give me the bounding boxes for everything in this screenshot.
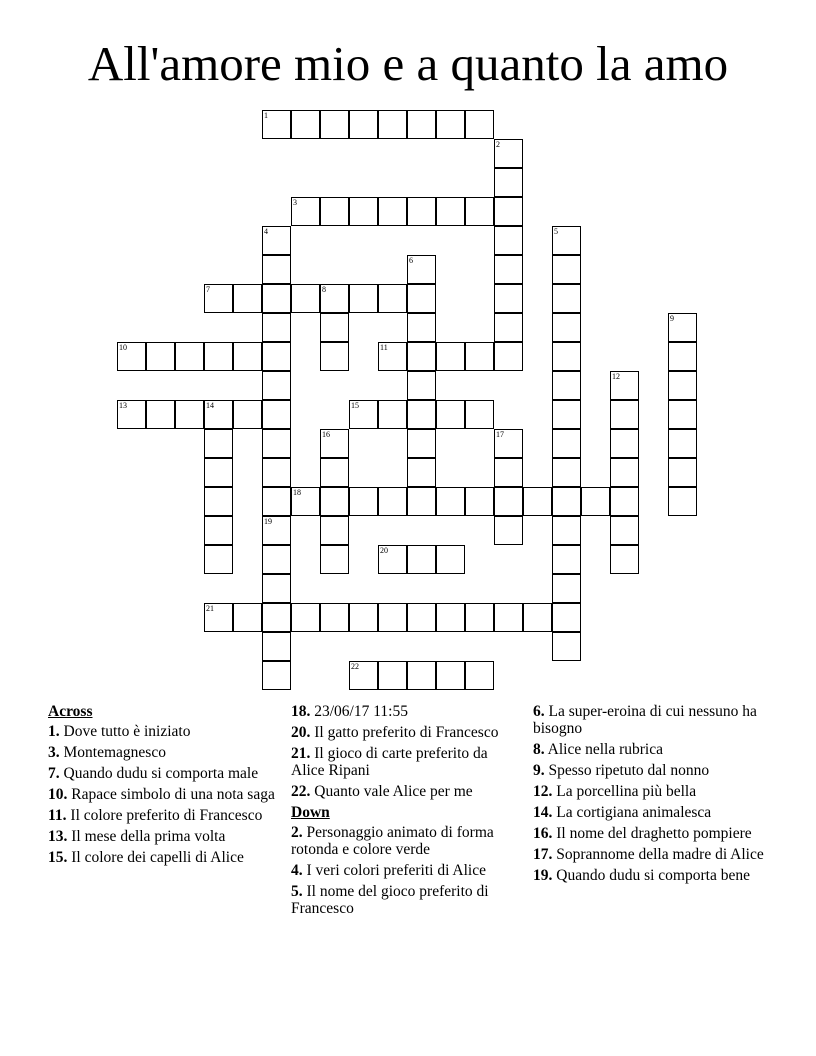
grid-cell[interactable] (291, 487, 320, 516)
clue-number: 1 (264, 111, 268, 120)
grid-cell[interactable] (204, 284, 233, 313)
grid-cell[interactable] (146, 342, 175, 371)
grid-cell[interactable] (668, 400, 697, 429)
grid-cell[interactable] (668, 313, 697, 342)
grid-cell[interactable] (262, 632, 291, 661)
clue-number: 17 (496, 430, 504, 439)
clue-down-19: 19. Quando dudu si comporta bene (533, 867, 750, 884)
clue-number: 13 (119, 401, 127, 410)
clue-number: 9 (670, 314, 674, 323)
grid-cell[interactable] (378, 342, 407, 371)
clue-down-8: 8. Alice nella rubrica (533, 741, 663, 758)
grid-cell[interactable] (407, 313, 436, 342)
grid-cell[interactable] (262, 487, 291, 516)
grid-cell[interactable] (262, 226, 291, 255)
grid-cell[interactable] (407, 429, 436, 458)
clue-down-6: 6. La super-eroina di cui nessuno ha bisogno (533, 703, 757, 737)
grid-cell[interactable] (349, 284, 378, 313)
grid-cell[interactable] (552, 603, 581, 632)
clue-number: 8 (322, 285, 326, 294)
grid-cell[interactable] (262, 284, 291, 313)
grid-cell[interactable] (320, 458, 349, 487)
grid-cell[interactable] (378, 545, 407, 574)
grid-cell[interactable] (320, 545, 349, 574)
clue-across-11: 11. Il colore preferito di Francesco (48, 807, 263, 824)
clue-across-1: 1. Dove tutto è iniziato (48, 723, 191, 740)
grid-cell[interactable] (668, 342, 697, 371)
clues-column-3 (533, 703, 773, 888)
grid-cell[interactable] (262, 110, 291, 139)
clue-number: 20 (380, 546, 388, 555)
grid-cell[interactable] (494, 139, 523, 168)
grid-cell[interactable] (552, 400, 581, 429)
grid-cell[interactable] (610, 545, 639, 574)
clues-column-2 (291, 703, 523, 921)
grid-cell[interactable] (407, 458, 436, 487)
grid-cell[interactable] (552, 458, 581, 487)
grid-cell[interactable] (349, 110, 378, 139)
grid-cell[interactable] (407, 197, 436, 226)
grid-cell[interactable] (378, 110, 407, 139)
grid-cell[interactable] (349, 487, 378, 516)
clue-number: 2 (496, 140, 500, 149)
grid-cell[interactable] (204, 487, 233, 516)
grid-cell[interactable] (494, 313, 523, 342)
grid-cell[interactable] (262, 400, 291, 429)
clue-number: 22 (351, 662, 359, 671)
grid-cell[interactable] (320, 603, 349, 632)
grid-cell[interactable] (552, 545, 581, 574)
clue-across-10: 10. Rapace simbolo di una nota saga (48, 786, 275, 803)
grid-cell[interactable] (494, 255, 523, 284)
grid-cell[interactable] (262, 371, 291, 400)
grid-cell[interactable] (552, 226, 581, 255)
clue-number: 4 (264, 227, 268, 236)
clue-number: 7 (206, 285, 210, 294)
clue-number: 14 (206, 401, 214, 410)
grid-cell[interactable] (465, 197, 494, 226)
grid-cell[interactable] (262, 574, 291, 603)
grid-cell[interactable] (407, 284, 436, 313)
grid-cell[interactable] (407, 603, 436, 632)
clue-number: 21 (206, 604, 214, 613)
grid-cell[interactable] (320, 487, 349, 516)
grid-cell[interactable] (349, 197, 378, 226)
clue-across-21: 21. Il gioco di carte preferito da Alice Ripani (291, 745, 488, 779)
clue-number: 10 (119, 343, 127, 352)
clue-number: 3 (293, 198, 297, 207)
grid-cell[interactable] (233, 400, 262, 429)
grid-cell[interactable] (552, 371, 581, 400)
clue-across-18: 18. 23/06/17 11:55 (291, 703, 408, 720)
grid-cell[interactable] (552, 313, 581, 342)
grid-cell[interactable] (436, 661, 465, 690)
grid-cell[interactable] (175, 342, 204, 371)
grid-cell[interactable] (262, 458, 291, 487)
grid-cell[interactable] (494, 603, 523, 632)
grid-cell[interactable] (378, 284, 407, 313)
grid-cell[interactable] (204, 458, 233, 487)
grid-cell[interactable] (465, 342, 494, 371)
grid-cell[interactable] (494, 429, 523, 458)
grid-cell[interactable] (552, 574, 581, 603)
grid-cell[interactable] (291, 110, 320, 139)
grid-cell[interactable] (436, 110, 465, 139)
grid-cell[interactable] (552, 632, 581, 661)
grid-cell[interactable] (436, 342, 465, 371)
grid-cell[interactable] (320, 197, 349, 226)
clue-down-12: 12. La porcellina più bella (533, 783, 697, 800)
grid-cell[interactable] (233, 603, 262, 632)
grid-cell[interactable] (436, 400, 465, 429)
grid-cell[interactable] (552, 516, 581, 545)
grid-cell[interactable] (465, 400, 494, 429)
grid-cell[interactable] (494, 516, 523, 545)
clue-down-5: 5. Il nome del gioco preferito di Francesco (291, 883, 489, 917)
grid-cell[interactable] (378, 487, 407, 516)
grid-cell[interactable] (552, 487, 581, 516)
grid-cell[interactable] (407, 661, 436, 690)
grid-cell[interactable] (610, 487, 639, 516)
grid-cell[interactable] (668, 429, 697, 458)
grid-cell[interactable] (204, 545, 233, 574)
grid-cell[interactable] (204, 603, 233, 632)
grid-cell[interactable] (581, 487, 610, 516)
grid-cell[interactable] (262, 342, 291, 371)
grid-cell[interactable] (668, 487, 697, 516)
grid-cell[interactable] (378, 197, 407, 226)
clue-down-14: 14. La cortigiana animalesca (533, 804, 712, 821)
grid-cell[interactable] (378, 603, 407, 632)
grid-cell[interactable] (320, 110, 349, 139)
grid-cell[interactable] (204, 429, 233, 458)
grid-cell[interactable] (407, 255, 436, 284)
clue-down-4: 4. I veri colori preferiti di Alice (291, 862, 486, 879)
grid-cell[interactable] (407, 342, 436, 371)
clue-across-3: 3. Montemagnesco (48, 744, 166, 761)
clue-number: 16 (322, 430, 330, 439)
clue-number: 19 (264, 517, 272, 526)
grid-cell[interactable] (320, 342, 349, 371)
grid-cell[interactable] (436, 603, 465, 632)
grid-cell[interactable] (552, 429, 581, 458)
clue-number: 11 (380, 343, 388, 352)
grid-cell[interactable] (262, 313, 291, 342)
grid-cell[interactable] (465, 110, 494, 139)
clue-across-13: 13. Il mese della prima volta (48, 828, 226, 845)
grid-cell[interactable] (668, 458, 697, 487)
grid-cell[interactable] (465, 487, 494, 516)
grid-cell[interactable] (117, 400, 146, 429)
clue-across-7: 7. Quando dudu si comporta male (48, 765, 259, 782)
grid-cell[interactable] (204, 400, 233, 429)
grid-cell[interactable] (494, 168, 523, 197)
grid-cell[interactable] (349, 661, 378, 690)
grid-cell[interactable] (552, 255, 581, 284)
grid-cell[interactable] (407, 545, 436, 574)
grid-cell[interactable] (494, 284, 523, 313)
grid-cell[interactable] (407, 487, 436, 516)
grid-cell[interactable] (494, 226, 523, 255)
grid-cell[interactable] (494, 197, 523, 226)
grid-cell[interactable] (146, 400, 175, 429)
grid-cell[interactable] (436, 545, 465, 574)
grid-cell[interactable] (523, 487, 552, 516)
clues-column-1 (48, 703, 280, 870)
grid-cell[interactable] (262, 255, 291, 284)
down-heading: Down (291, 804, 330, 821)
clue-across-22: 22. Quanto vale Alice per me (291, 783, 473, 800)
grid-cell[interactable] (378, 400, 407, 429)
grid-cell[interactable] (494, 487, 523, 516)
grid-cell[interactable] (320, 429, 349, 458)
grid-cell[interactable] (233, 342, 262, 371)
grid-cell[interactable] (668, 371, 697, 400)
grid-cell[interactable] (349, 400, 378, 429)
grid-cell[interactable] (204, 342, 233, 371)
grid-cell[interactable] (494, 342, 523, 371)
grid-cell[interactable] (349, 603, 378, 632)
grid-cell[interactable] (320, 516, 349, 545)
grid-cell[interactable] (233, 284, 262, 313)
grid-cell[interactable] (320, 284, 349, 313)
clue-number: 12 (612, 372, 620, 381)
grid-cell[interactable] (610, 371, 639, 400)
grid-cell[interactable] (262, 516, 291, 545)
across-heading: Across (48, 703, 93, 720)
grid-cell[interactable] (407, 400, 436, 429)
grid-cell[interactable] (291, 603, 320, 632)
clue-number: 5 (554, 227, 558, 236)
grid-cell[interactable] (407, 371, 436, 400)
grid-cell[interactable] (291, 197, 320, 226)
grid-cell[interactable] (610, 516, 639, 545)
grid-cell[interactable] (407, 110, 436, 139)
clue-number: 18 (293, 488, 301, 497)
grid-cell[interactable] (262, 603, 291, 632)
clue-down-16: 16. Il nome del draghetto pompiere (533, 825, 752, 842)
grid-cell[interactable] (262, 545, 291, 574)
grid-cell[interactable] (465, 661, 494, 690)
clue-number: 6 (409, 256, 413, 265)
grid-cell[interactable] (117, 342, 146, 371)
grid-cell[interactable] (262, 429, 291, 458)
grid-cell[interactable] (320, 313, 349, 342)
grid-cell[interactable] (291, 284, 320, 313)
clue-number: 15 (351, 401, 359, 410)
grid-cell[interactable] (552, 342, 581, 371)
puzzle-title: All'amore mio e a quanto la amo (87, 36, 729, 91)
grid-cell[interactable] (610, 400, 639, 429)
grid-cell[interactable] (436, 197, 465, 226)
grid-cell[interactable] (378, 661, 407, 690)
grid-cell[interactable] (523, 603, 552, 632)
grid-cell[interactable] (204, 516, 233, 545)
grid-cell[interactable] (436, 487, 465, 516)
grid-cell[interactable] (610, 429, 639, 458)
clue-across-20: 20. Il gatto preferito di Francesco (291, 724, 499, 741)
clue-down-9: 9. Spesso ripetuto dal nonno (533, 762, 710, 779)
grid-cell[interactable] (494, 458, 523, 487)
clue-down-2: 2. Personaggio animato di forma rotonda e colore verde (291, 824, 494, 858)
grid-cell[interactable] (175, 400, 204, 429)
grid-cell[interactable] (262, 661, 291, 690)
grid-cell[interactable] (610, 458, 639, 487)
clue-across-15: 15. Il colore dei capelli di Alice (48, 849, 244, 866)
grid-cell[interactable] (465, 603, 494, 632)
clue-down-17: 17. Soprannome della madre di Alice (533, 846, 764, 863)
grid-cell[interactable] (552, 284, 581, 313)
